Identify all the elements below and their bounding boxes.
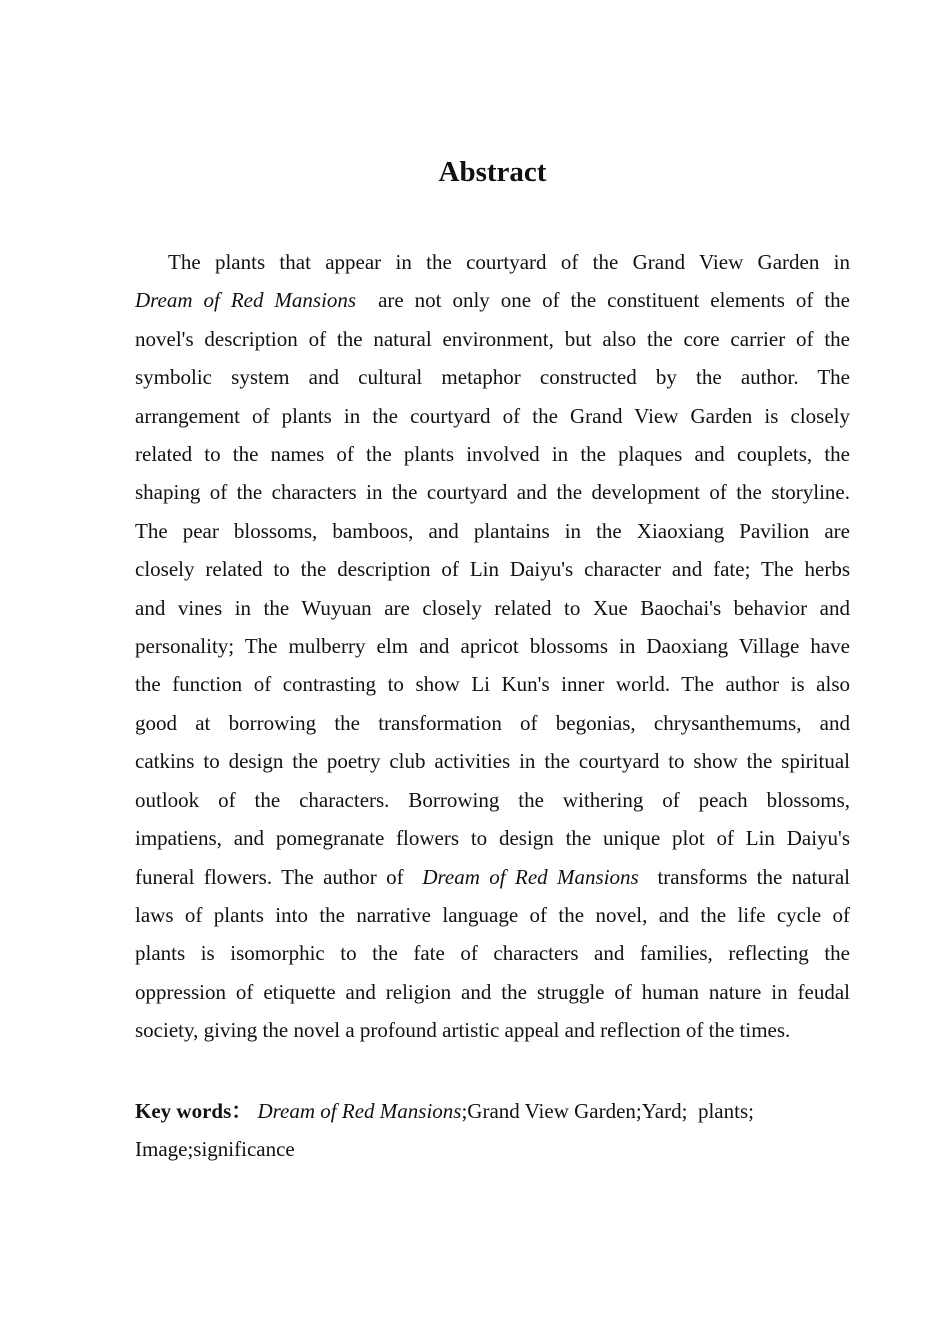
abstract-line — [135, 435, 850, 473]
text-segment: related to the names of the plants involved in the plaques and couplets, the — [135, 442, 850, 467]
text-segment: Dream of Red Mansions — [257, 1098, 462, 1123]
abstract-line — [135, 243, 850, 281]
abstract-line — [135, 512, 850, 550]
abstract-line — [135, 781, 850, 819]
text-segment: symbolic system and cultural metaphor constructed by the author. The — [135, 365, 850, 390]
text-segment: laws of plants into the narrative language of the novel, and the life cycle of — [135, 902, 850, 927]
abstract-line — [135, 627, 850, 665]
abstract-paragraph — [135, 243, 850, 1050]
text-segment: novel's description of the natural environment, but also the core carrier of the — [135, 326, 850, 351]
abstract-line — [135, 550, 850, 588]
abstract-line — [135, 589, 850, 627]
abstract-line — [135, 858, 850, 896]
abstract-line — [135, 934, 850, 972]
page-title: Abstract — [438, 156, 547, 188]
abstract-line — [135, 281, 850, 319]
text-segment: The plants that appear in the courtyard of the Grand View Garden in — [168, 250, 850, 274]
text-segment: outlook of the characters. Borrowing the withering of peach blossoms, — [135, 787, 850, 812]
text-segment: catkins to design the poetry club activities in the courtyard to show the spiritual — [135, 749, 850, 774]
keywords-line — [135, 1130, 850, 1168]
text-segment: ;Grand View Garden;Yard; plants; — [461, 1098, 754, 1123]
text-segment: good at borrowing the transformation of begonias, chrysanthemums, and — [135, 710, 850, 735]
text-segment: The pear blossoms, bamboos, and plantains in the Xiaoxiang Pavilion are — [135, 518, 850, 543]
abstract-line — [135, 473, 850, 511]
text-segment: Key words： — [135, 1098, 253, 1123]
abstract-line — [135, 704, 850, 742]
text-segment: closely related to the description of Lin Daiyu's character and fate; The herbs — [135, 557, 850, 582]
abstract-line — [135, 358, 850, 396]
text-segment: personality; The mulberry elm and apricot blossoms in Daoxiang Village have — [135, 634, 850, 659]
abstract-line — [135, 896, 850, 934]
abstract-line — [135, 742, 850, 780]
text-segment: the function of contrasting to show Li Kun's inner world. The author is also — [135, 672, 850, 697]
abstract-line — [135, 665, 850, 703]
text-segment: and vines in the Wuyuan are closely related to Xue Baochai's behavior and — [135, 595, 850, 620]
abstract-line — [135, 397, 850, 435]
abstract-line — [135, 1011, 850, 1049]
text-segment: funeral flowers. The author of — [135, 864, 423, 889]
abstract-line — [135, 320, 850, 358]
abstract-line — [135, 819, 850, 857]
text-segment: arrangement of plants in the courtyard of the Grand View Garden is closely — [135, 403, 850, 428]
text-segment: Image;significance — [135, 1136, 295, 1161]
text-segment: society, giving the novel a profound artistic appeal and reflection of the times. — [135, 1018, 791, 1043]
keywords-line — [135, 1092, 850, 1130]
text-segment: Dream of Red Mansions — [422, 864, 639, 889]
text-segment: transforms the natural — [638, 864, 851, 889]
text-segment: are not only one of the constituent elements of the — [356, 288, 851, 313]
keywords-block — [135, 1092, 850, 1169]
text-segment: shaping of the characters in the courtyard and the development of the storyline. — [135, 480, 850, 505]
text-segment: Dream of Red Mansions — [135, 288, 357, 313]
text-segment: impatiens, and pomegranate flowers to design the unique plot of Lin Daiyu's — [135, 826, 850, 851]
abstract-line — [135, 973, 850, 1011]
text-segment: oppression of etiquette and religion and the struggle of human nature in feudal — [135, 979, 850, 1004]
text-segment: plants is isomorphic to the fate of characters and families, reflecting the — [135, 941, 850, 966]
